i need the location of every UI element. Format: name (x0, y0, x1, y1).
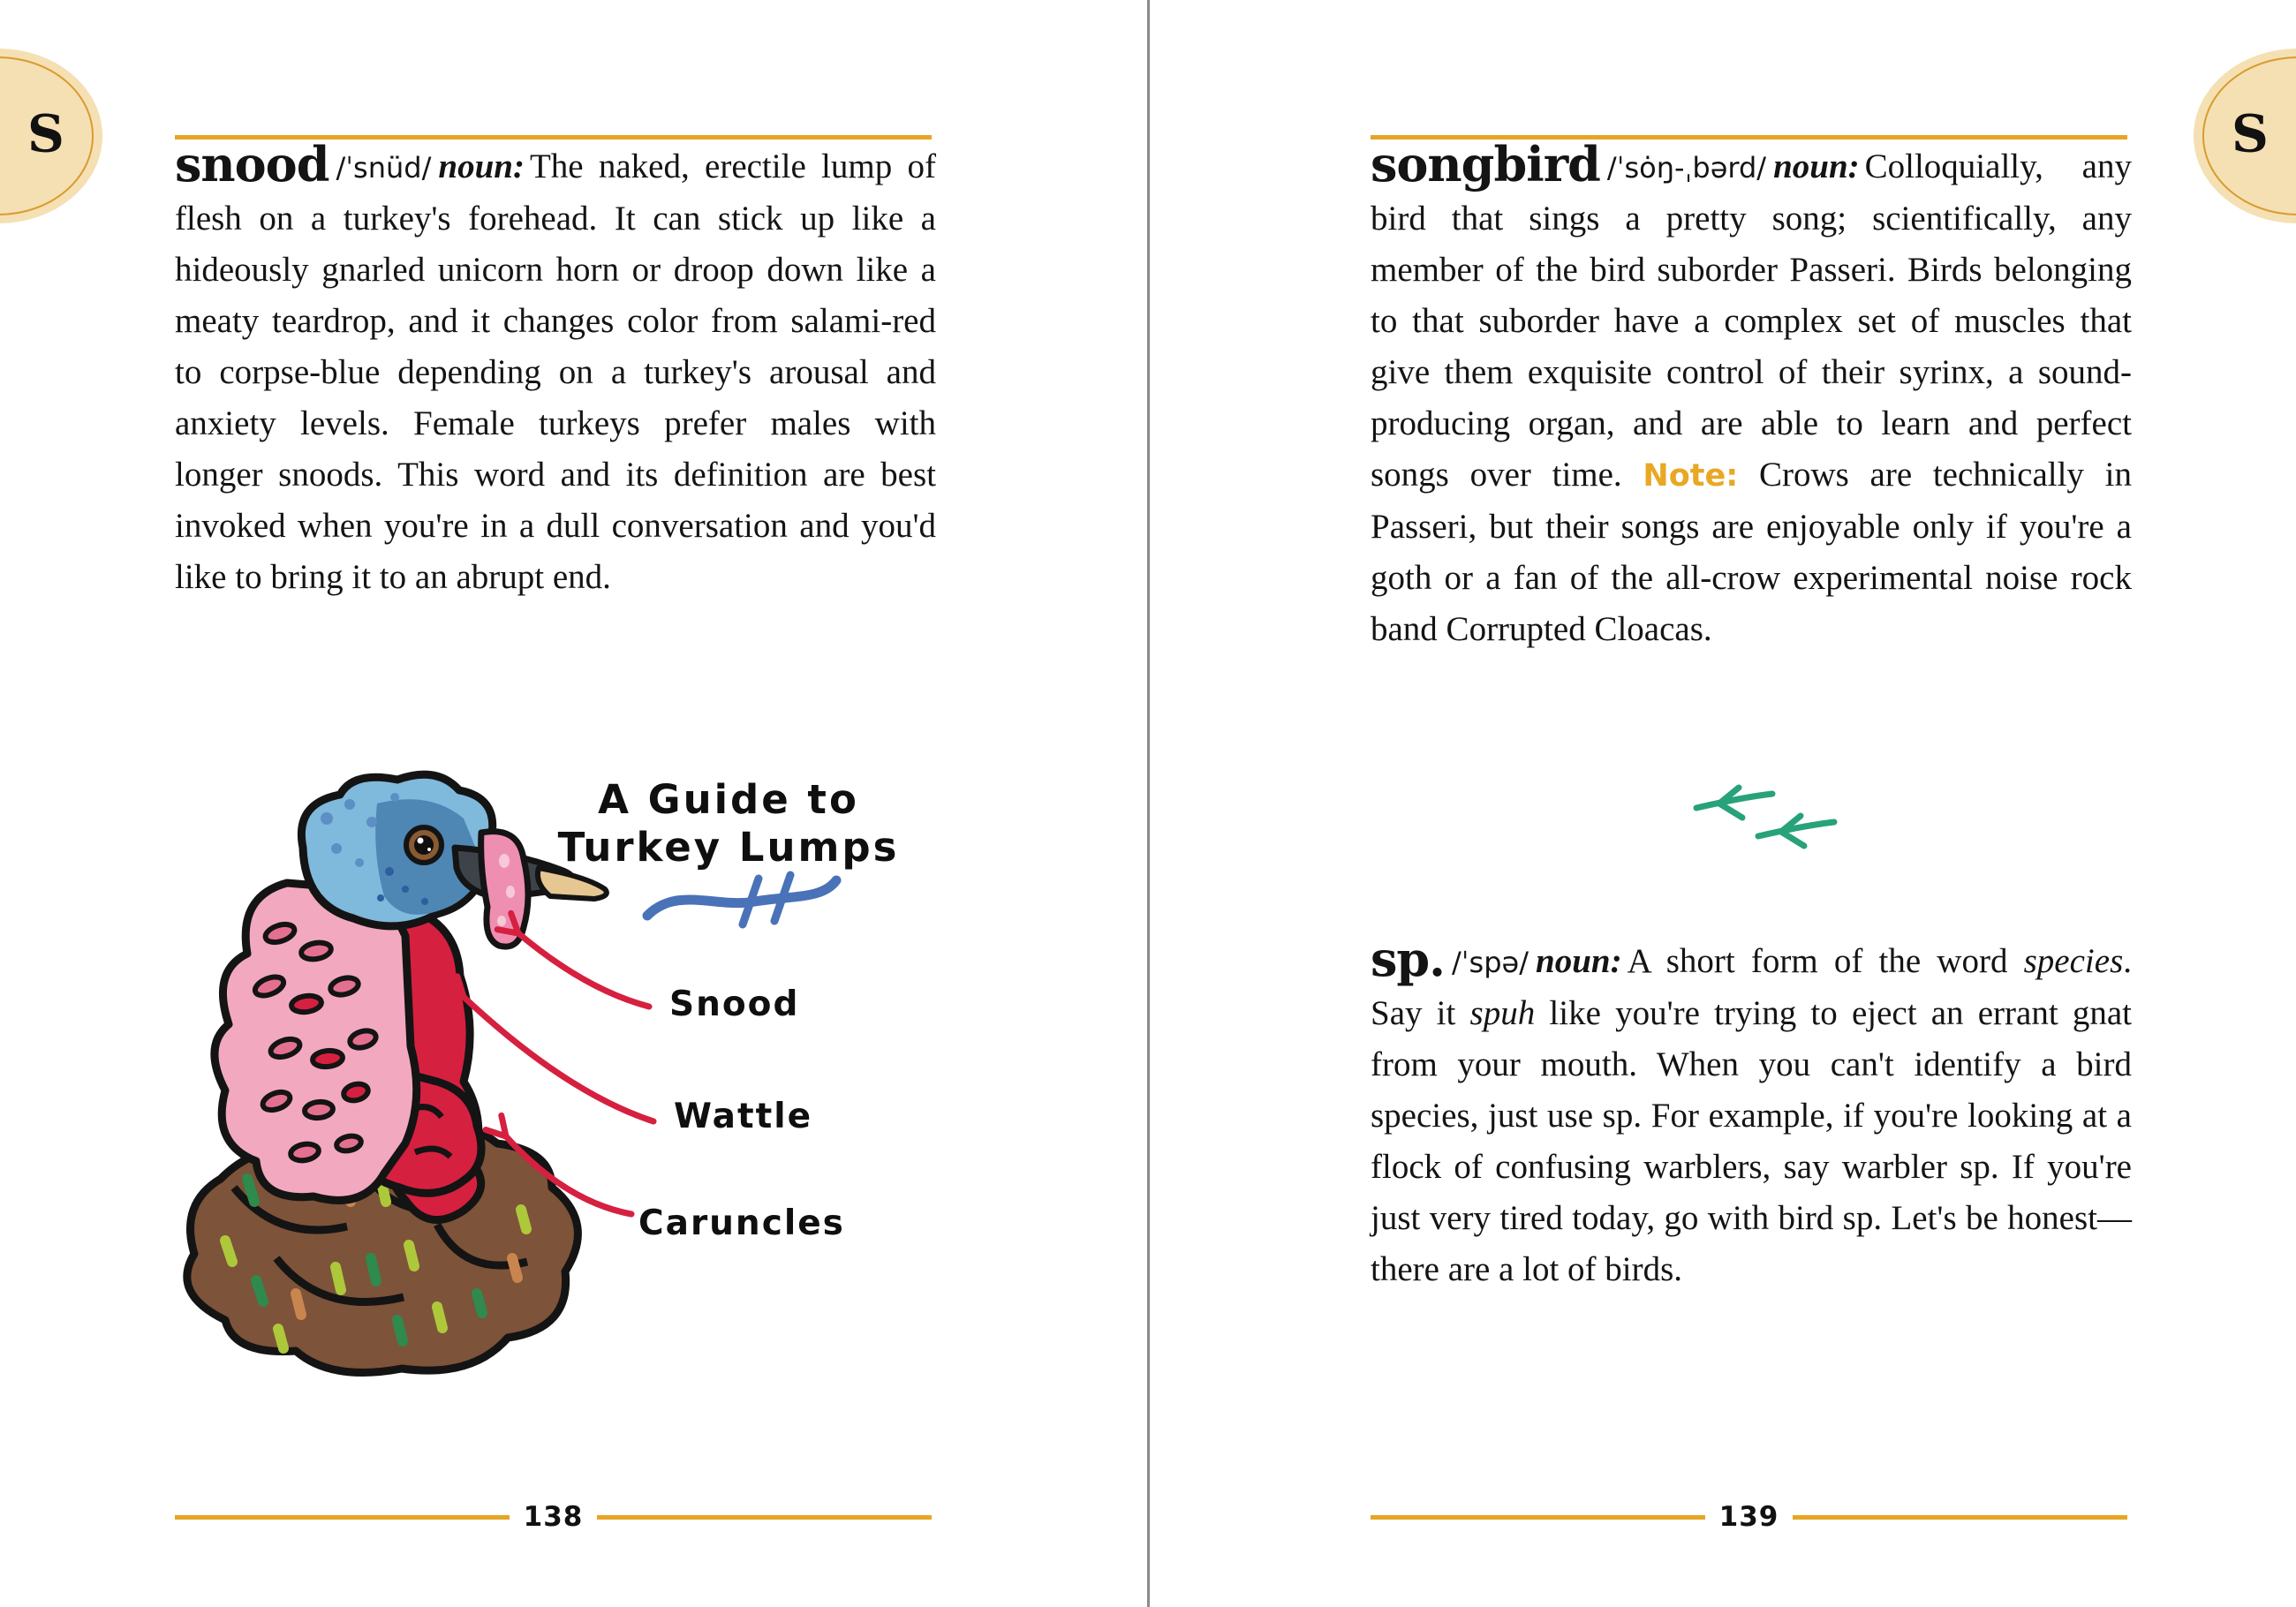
part-of-speech: noun: (1536, 942, 1622, 980)
arrow-snood (518, 933, 649, 1007)
page-gutter-divider (1147, 0, 1150, 1607)
footer-rule (1371, 1515, 1705, 1520)
part-of-speech: noun: (1773, 147, 1860, 185)
label-wattle: Wattle (674, 1097, 813, 1136)
section-letter: S (2232, 103, 2269, 164)
page-number: 139 (1718, 1501, 1779, 1533)
phonetic: /ˈsnüd/ (336, 151, 432, 185)
footer-rule (1793, 1515, 2127, 1520)
section-tab-right (2194, 49, 2296, 223)
label-caruncles: Caruncles (638, 1203, 845, 1243)
section-letter: S (27, 103, 64, 164)
blue-swash-flourish (647, 875, 836, 924)
entry-body: A short form of the word species. Say it spuh like you're trying to eject an errant gnat from your mouth. When you can't identify a bird species, just use sp. For example, if you're looking at a flock of confusing warblers, say warbler sp. If you're just very tired today, go with bird sp. Let's be honest—there are a lot of birds. (1371, 942, 2132, 1288)
headword: snood (175, 136, 329, 192)
figure-title-line1: A Guide to (598, 776, 859, 823)
figure-turkey-lumps (172, 764, 940, 1382)
figure-title (517, 776, 940, 871)
entry-songbird (1371, 136, 2132, 655)
entry-body: The naked, erectile lump of flesh on a turkey's forehead. It can stick up like a hideously gnarled unicorn horn or droop down like a meaty teardrop, and it changes color from salami-red to corpse-blue depending on a turkey's arousal and anxiety levels. Female turkeys prefer males with longer snoods. This word and its definition are best invoked when you're in a dull conversation and you'd like to bring it to an abrupt end. (175, 147, 936, 596)
footer-rule (175, 1515, 510, 1520)
entry-snood (175, 136, 936, 603)
section-tab-left (0, 49, 102, 223)
label-snood: Snood (669, 985, 800, 1024)
arrow-wattle (464, 997, 653, 1121)
entry-sp (1371, 933, 2132, 1295)
phonetic: /ˈspə/ (1451, 946, 1529, 979)
headword: songbird (1371, 136, 1600, 192)
figure-title-line2: Turkey Lumps (557, 824, 900, 871)
footer-left (175, 1501, 932, 1533)
bird-footprints-icon (1691, 781, 1850, 870)
part-of-speech: noun: (438, 147, 525, 185)
entry-body: Colloquially, any bird that sings a pretty song; scientifically, any member of the bird suborder Passeri. Birds belonging to that suborder have a complex set of muscles that give them exquisite control of their syrinx, a sound-producing organ, and are able to learn and perfect songs over time. Note: Crows are technically in Passeri, but their songs are enjoyable only if you're a goth or a fan of the all-crow experimental noise rock band Corrupted Cloacas. (1371, 147, 2132, 648)
phonetic: /ˈsȯŋ-ˌbərd/ (1606, 151, 1767, 185)
footer-rule (597, 1515, 932, 1520)
footer-right (1371, 1501, 2127, 1533)
page-number: 138 (523, 1501, 584, 1533)
headword: sp. (1371, 931, 1445, 987)
